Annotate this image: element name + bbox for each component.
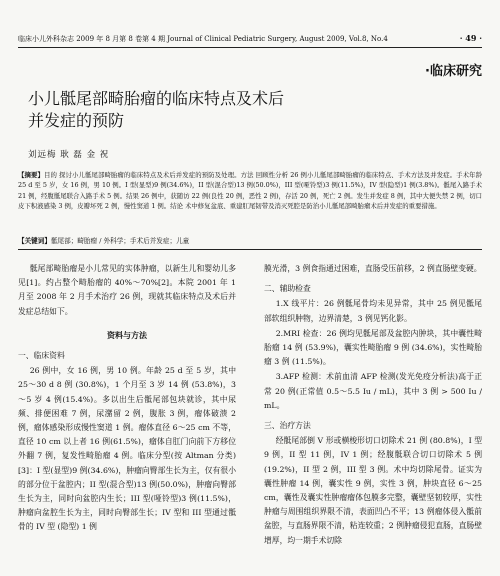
keywords <box>18 236 482 246</box>
continuation-paragraph: 膜光滑，3 例食指通过困难，直肠受压前移，2 例直肠壁变硬。 <box>264 264 482 273</box>
abstract <box>18 168 482 234</box>
intro-paragraph: 骶尾部畸胎瘤是小儿常见的实体肿瘤，以新生儿和婴幼儿多见[1]。约占整个畸胎瘤的 40%～70%[2]。本院 2001 年 1 月至 2008 年 2 月手术治疗 26 例，现就其临床特点及术后并发症总结如下。 <box>18 264 236 316</box>
article-title <box>28 88 368 132</box>
keywords-rule <box>18 249 482 250</box>
keywords-label: 【关键词】 <box>18 237 51 245</box>
afp-paragraph: 3.AFP 检测：术前血清 AFP 检测(发光免疫分析法)高于正常 20 例(正常值 0.5～5.5 Iu / mL)，其中 3 例 > 500 Iu / mL。 <box>264 372 482 410</box>
methods-heading: 资料与方法 <box>107 330 147 340</box>
left-column <box>18 262 236 536</box>
authors: 刘远梅 耿 磊 金 祝 <box>28 150 110 160</box>
header-rule <box>18 47 482 48</box>
treatment-heading: 三、治疗方法 <box>264 421 311 431</box>
right-column <box>264 262 482 549</box>
treatment-paragraph: 经骶尾部倒 V 形或横梭形切口切除术 21 例 (80.8%)，I 型 9 例，II 型 11 例，IV 1 例；经腹骶联合切口切除术 5 例(19.2%)，II 型 2 例，III 型 3 例。术中均切除尾骨。证实为囊性肿瘤 14 例，囊实性 9 例，实性 3 例，肿块直径 6～25 cm，囊性及囊实性肿瘤瘤体包膜多完整，囊壁坚韧较厚，实性肿瘤与周围组织界限不清，表面凹凸不平；13 例瘤体侵入骶前盆腔，与直肠界限不清，粘连较重；2 例肿瘤侵犯直肠，直肠壁增厚，均一期手术切除 <box>264 436 482 545</box>
section-label: ·临床研究 <box>425 64 482 79</box>
page-number: · 49 · <box>459 33 482 43</box>
running-head <box>18 34 482 44</box>
auxiliary-exam-heading: 二、辅助检查 <box>264 284 311 294</box>
clinical-data-heading: 一、临床资料 <box>18 351 65 361</box>
keywords-text: 骶尾部；畸胎瘤 / 外科学；手术后并发症；儿童 <box>50 237 190 245</box>
abstract-text: 目的 探讨小儿骶尾部畸胎瘤的临床特点及术后并发症的预防及处理。方法 回顾性分析 26 例小儿骶尾部畸胎瘤的临床特点、手术方法及并发症。手术年龄 25 d 至 5 岁，女 16 例，男 10 例。I 型(显型)9 例(34.6%)，II 型(混合型)13 例(50.0%)，III 型(哑铃型)3 例(11.5%)，IV 型(隐型)1 例(3.8%)。骶尾入路手术 21 例，经腹骶尾联合入路手术 5 例。结果 26 例中，获随访 22 例(良性 20 例，恶性 2 例)，存活 20 例，死亡 2 例。发生并发症 8 例，其中大便失禁 2 例，切口皮下积液感染 3 例，皮瓣坏死 2 例，慢性窦道 1 例。结论 术中修复盆底、重建肛尾韧带及消灭死腔是防治小儿骶尾部畸胎瘤术后并发症的重要措施。 <box>18 171 483 210</box>
mri-paragraph: 2.MRI 检查：26 例均见骶尾部及盆腔内肿块，其中囊性畸胎瘤 14 例 (53.9%)，囊实性畸胎瘤 9 例 (34.6%)，实性畸胎瘤 3 例 (11.5%)。 <box>264 328 482 367</box>
abstract-paragraph <box>18 170 482 211</box>
journal-citation: 临床小儿外科杂志 2009 年 8 月第 8 卷第 4 期 Journal of Clinical Pediatric Surgery, August 2009, Vol.8, No.4 <box>18 35 388 43</box>
xray-paragraph: 1.X 线平片：26 例骶尾骨均未见异常，其中 25 例见骶尾部软组织肿物，边界清楚，3 例见钙化影。 <box>264 299 482 323</box>
clinical-data-paragraph: 26 例中，女 16 例，男 10 例。年龄 25 d 至 5 岁，其中 25～30 d 8 例 (30.8%)，1 个月至 3 岁 14 例 (53.8%)，3～5 岁 4 例(15.4%)。多以出生后骶尾部包块就诊，其中尿频、排便困难 7 例，尿潴留 2 例，腹胀 3 例，瘤体破溃 2 例，瘤体感染形成慢性窦道 1 例。瘤体直径 6～25 cm 不等，直径 10 cm 以上者 16 例(61.5%)，瘤体自肛门向前下方移位外翻 7 例，复发性畸胎瘤 4 例。临床分型(按 Altman 分类)[3]：I 型(显型)9 例(34.6%)，肿瘤向臀部生长为主，仅有很小的部分位于盆腔内；II 型(混合型)13 例(50.0%)，肿瘤向臀部生长为主，同时向盆腔内生长；III 型(哑铃型)3 例(11.5%)，肿瘤向盆腔生长为主，同时向臀部生长；IV 型和 III 型通过骶骨的 IV 型 (隐型) 1 例 <box>18 366 236 532</box>
abstract-label: 【摘要】 <box>18 171 44 179</box>
title-line-2: 并发症的预防 <box>28 111 125 130</box>
title-line-1: 小儿骶尾部畸胎瘤的临床特点及术后 <box>28 89 285 108</box>
